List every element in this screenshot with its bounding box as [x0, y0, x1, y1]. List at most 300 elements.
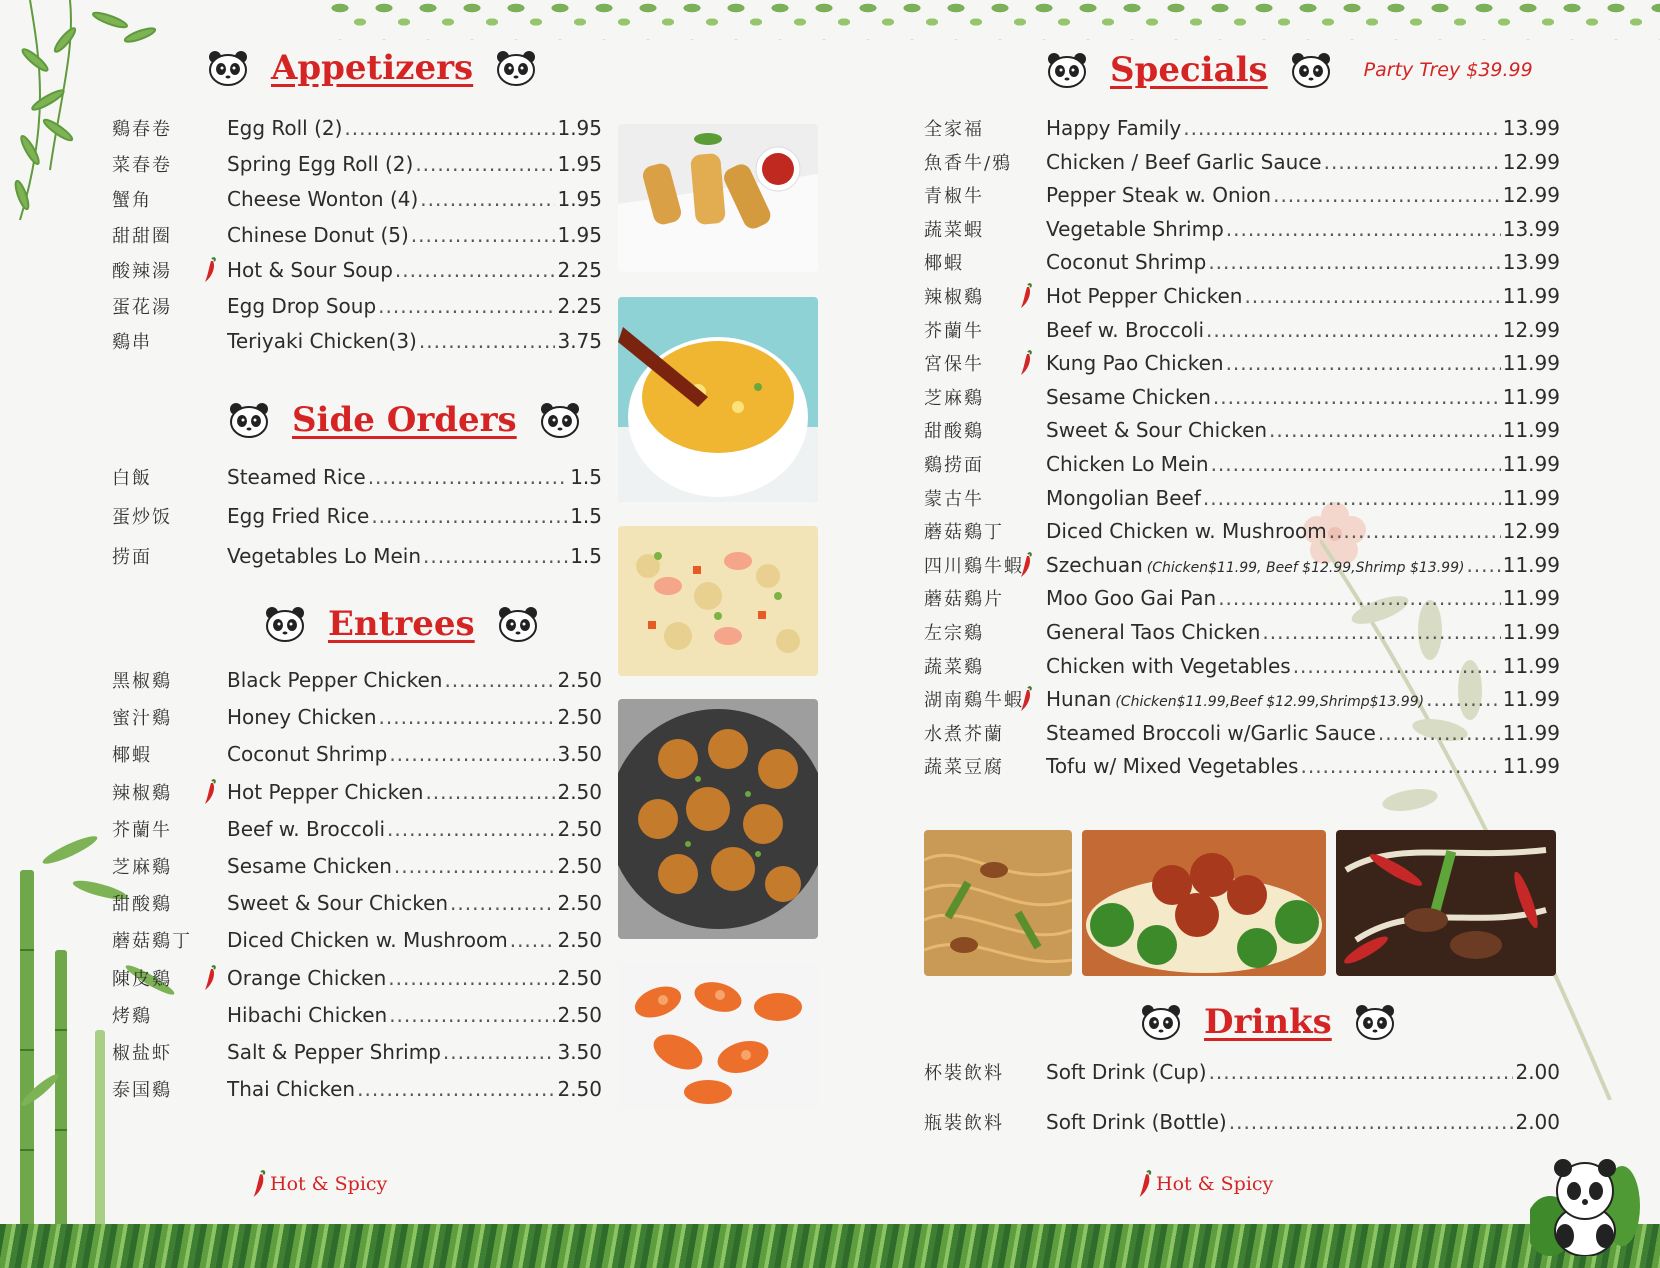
dot-leader	[395, 258, 556, 282]
item-price: 3.75	[557, 329, 602, 353]
menu-item-row	[112, 702, 602, 732]
chili-pepper-icon	[1020, 686, 1032, 712]
dot-leader	[388, 966, 555, 990]
menu-item	[1046, 217, 1560, 241]
menu-item-row	[924, 113, 1560, 143]
item-name: Hot Pepper Chicken	[227, 779, 424, 804]
menu-item-row	[112, 326, 602, 356]
item-name: Egg Drop Soup	[227, 293, 377, 318]
menu-item	[1046, 687, 1560, 711]
drinks-heading	[1140, 1002, 1396, 1042]
menu-item-row	[924, 516, 1560, 546]
item-name: Sweet & Sour Chicken	[1046, 418, 1268, 443]
item-chinese-name: 青椒牛	[924, 186, 984, 208]
dot-leader	[420, 187, 555, 211]
item-price: 2.00	[1515, 1110, 1560, 1134]
menu-item-row	[924, 281, 1560, 311]
menu-item-row	[924, 583, 1560, 613]
menu-item	[1046, 385, 1560, 409]
menu-item-row	[924, 718, 1560, 748]
item-price: 12.99	[1502, 149, 1560, 174]
dot-leader	[1211, 452, 1501, 476]
item-chinese-name: 蔬菜豆腐	[924, 757, 1004, 779]
item-name: Sesame Chicken	[1046, 384, 1211, 409]
item-price: 13.99	[1502, 216, 1560, 241]
dot-leader	[423, 544, 568, 568]
chili-pepper-icon	[204, 257, 216, 283]
item-price: 11.99	[1502, 653, 1560, 678]
chili-pepper-icon	[204, 779, 216, 805]
menu-item-row	[112, 149, 602, 179]
menu-item	[227, 187, 602, 211]
menu-item	[1046, 754, 1560, 778]
item-chinese-name: 蔬菜蝦	[924, 219, 984, 241]
item-chinese-name: 蜜汁鷄	[112, 708, 172, 730]
menu-item-row	[112, 1074, 602, 1104]
item-price: 1.95	[557, 187, 602, 211]
menu-item-row	[112, 255, 602, 285]
side-orders-heading	[228, 400, 581, 440]
menu-item	[227, 1003, 602, 1027]
menu-item-row	[112, 113, 602, 143]
item-price: 12.99	[1502, 183, 1560, 208]
item-name: General Taos Chicken	[1046, 620, 1261, 644]
menu-item	[1046, 250, 1560, 274]
hot-spicy-legend-right	[1138, 1170, 1273, 1198]
panda-face-icon	[1354, 1004, 1396, 1040]
item-chinese-name: 蘑菇鷄丁	[112, 931, 192, 953]
top-leaves-decoration	[330, 0, 1660, 40]
item-chinese-name: 蔬菜鷄	[924, 656, 984, 678]
party-tray-note: Party Trey $39.99	[1363, 59, 1533, 81]
item-name: Spring Egg Roll (2)	[227, 151, 414, 176]
panda-face-icon	[1290, 52, 1332, 88]
item-name: Happy Family	[1046, 116, 1182, 140]
item-price: 2.50	[557, 668, 602, 692]
menu-item-row	[112, 220, 602, 250]
item-price: 1.5	[570, 465, 602, 489]
dot-leader	[510, 928, 556, 952]
item-price: 11.99	[1502, 351, 1560, 376]
dot-leader	[1226, 351, 1501, 375]
menu-item-row	[924, 382, 1560, 412]
panda-face-icon	[539, 402, 581, 438]
item-chinese-name: 烤鷄	[112, 1005, 152, 1027]
menu-item-row	[112, 888, 602, 918]
item-chinese-name: 鷄捞面	[924, 455, 984, 476]
menu-item	[1046, 284, 1560, 308]
salt-pepper-shrimp-photo	[618, 962, 818, 1108]
menu-item	[1046, 452, 1560, 476]
menu-item-row	[112, 665, 602, 695]
menu-item-row	[924, 315, 1560, 345]
item-chinese-name: 芥蘭牛	[112, 819, 172, 841]
item-price: 11.99	[1502, 754, 1560, 779]
item-name: Egg Fried Rice	[227, 504, 370, 528]
item-chinese-name: 鷄串	[112, 332, 152, 353]
item-name: Soft Drink (Bottle)	[1046, 1110, 1227, 1134]
item-chinese-name: 白飯	[112, 468, 152, 489]
dot-leader	[371, 504, 568, 528]
dot-leader	[1273, 183, 1501, 207]
item-price: 1.95	[557, 222, 602, 247]
item-name: Honey Chicken	[227, 705, 377, 730]
item-price: 11.99	[1502, 485, 1560, 510]
dot-leader	[444, 668, 555, 692]
item-name: Egg Roll (2)	[227, 116, 343, 140]
menu-item-row	[924, 449, 1560, 479]
item-chinese-name: 瓶裝飲料	[924, 1113, 1004, 1134]
panda-mascot-icon	[1530, 1136, 1640, 1256]
item-name: Vegetables Lo Mein	[227, 544, 422, 568]
item-chinese-name: 辣椒鷄	[112, 782, 172, 804]
dot-leader	[1324, 150, 1501, 174]
dot-leader	[1378, 721, 1501, 745]
item-price: 12.99	[1502, 317, 1560, 342]
dot-leader	[443, 1040, 556, 1064]
item-price: 13.99	[1502, 250, 1560, 275]
panda-face-icon	[1140, 1004, 1182, 1040]
dot-leader	[1262, 620, 1500, 644]
dot-leader	[1213, 385, 1501, 409]
item-price: 11.99	[1502, 552, 1560, 577]
menu-item-row	[924, 247, 1560, 277]
dot-leader	[378, 294, 555, 318]
item-price: 13.99	[1502, 116, 1560, 140]
chili-pepper-icon	[1020, 552, 1032, 578]
item-chinese-name: 椰蝦	[112, 745, 152, 767]
dot-leader	[379, 705, 556, 729]
dot-leader	[389, 742, 555, 766]
menu-item	[1046, 620, 1560, 644]
menu-item	[1046, 654, 1560, 678]
item-price: 2.50	[557, 816, 602, 841]
dot-leader	[1183, 116, 1501, 140]
legend-label: Hot & Spicy	[270, 1173, 388, 1195]
item-chinese-name: 蟹角	[112, 190, 152, 211]
dot-leader	[357, 1077, 555, 1101]
menu-item	[227, 504, 602, 528]
item-chinese-name: 蘑菇鷄丁	[924, 522, 1004, 544]
dot-leader	[1269, 418, 1501, 442]
item-price: 2.00	[1515, 1060, 1560, 1084]
item-price: 11.99	[1502, 418, 1560, 443]
item-name: Salt & Pepper Shrimp	[227, 1040, 441, 1064]
menu-item	[1046, 486, 1560, 510]
general-tso-chicken-photo	[1082, 830, 1326, 976]
menu-item	[227, 817, 602, 841]
menu-item	[1046, 116, 1560, 140]
item-name: Orange Chicken	[227, 965, 387, 990]
item-price: 2.50	[557, 891, 602, 916]
item-price: 2.25	[557, 293, 602, 318]
menu-item	[227, 1040, 602, 1064]
item-price: 2.50	[557, 1002, 602, 1027]
item-chinese-name: 椰蝦	[924, 253, 964, 275]
item-name: Chicken / Beef Garlic Sauce	[1046, 149, 1322, 174]
egg-drop-soup-photo	[618, 297, 818, 502]
menu-item-row	[924, 214, 1560, 244]
menu-item	[227, 329, 602, 353]
menu-item	[227, 705, 602, 729]
chili-pepper-icon	[1020, 283, 1032, 309]
item-price: 2.50	[557, 928, 602, 953]
item-name: Hot & Sour Soup	[227, 258, 393, 282]
dot-leader	[344, 116, 555, 140]
menu-item-row	[924, 617, 1560, 647]
item-chinese-name: 捞面	[112, 547, 152, 568]
item-name: Sesame Chicken	[227, 854, 392, 878]
panda-face-icon	[495, 50, 537, 86]
egg-roll-photo	[618, 124, 818, 272]
item-chinese-name: 泰国鷄	[112, 1080, 172, 1102]
menu-item-row	[112, 1000, 602, 1030]
item-price-details: (Chicken$11.99, Beef $12.99,Shrimp $13.99)	[1146, 559, 1465, 576]
item-chinese-name: 菜春卷	[112, 154, 172, 176]
item-name: Diced Chicken w. Mushroom	[227, 928, 508, 953]
item-name: Beef w. Broccoli	[1046, 317, 1205, 342]
menu-item-row	[112, 184, 602, 214]
entrees-heading	[264, 604, 539, 644]
drinks-title: Drinks	[1204, 1002, 1332, 1042]
dot-leader	[450, 891, 555, 915]
item-price: 2.50	[557, 1077, 602, 1102]
menu-item	[227, 891, 602, 915]
menu-item-row	[112, 541, 602, 571]
item-name: Beef w. Broccoli	[227, 816, 386, 841]
appetizers-title: Appetizers	[271, 48, 474, 88]
menu-item	[1046, 318, 1560, 342]
menu-item-row	[924, 751, 1560, 781]
menu-item-row	[924, 651, 1560, 681]
item-chinese-name: 蘑菇鷄片	[924, 589, 1004, 611]
item-name: Steamed Rice	[227, 465, 366, 489]
dot-leader	[411, 223, 556, 247]
menu-item-row	[112, 814, 602, 844]
dot-leader	[1226, 217, 1501, 241]
menu-item	[227, 742, 602, 766]
legend-label: Hot & Spicy	[1156, 1173, 1274, 1195]
menu-item	[227, 544, 602, 568]
item-price: 11.99	[1502, 452, 1560, 476]
menu-item-row	[924, 550, 1560, 580]
menu-item	[1046, 1110, 1560, 1134]
item-chinese-name: 黑椒鷄	[112, 671, 172, 692]
dot-leader	[1206, 318, 1501, 342]
dot-leader	[387, 817, 555, 841]
panda-face-icon	[1046, 52, 1088, 88]
item-chinese-name: 芝麻鷄	[924, 387, 984, 409]
hot-spicy-legend-left	[252, 1170, 387, 1198]
item-chinese-name: 蛋花湯	[112, 296, 172, 318]
dot-leader	[1300, 754, 1500, 778]
item-price: 1.5	[570, 544, 602, 568]
item-price-details: (Chicken$11.99,Beef $12.99,Shrimp$13.99)	[1115, 694, 1425, 711]
panda-face-icon	[264, 606, 306, 642]
dot-leader	[1293, 654, 1501, 678]
dot-leader	[419, 329, 556, 353]
menu-item-row	[112, 925, 602, 955]
item-name: Hunan	[1046, 687, 1112, 712]
item-name: Coconut Shrimp	[1046, 250, 1207, 275]
menu-item-row	[924, 147, 1560, 177]
item-name: Tofu w/ Mixed Vegetables	[1046, 754, 1299, 779]
item-price: 11.99	[1502, 586, 1560, 611]
menu-item	[227, 465, 602, 489]
item-name: Chinese Donut (5)	[227, 222, 409, 247]
chili-pepper-icon	[1020, 350, 1032, 376]
dot-leader	[1426, 687, 1501, 711]
item-chinese-name: 宮保牛	[924, 354, 984, 376]
specials-heading	[1046, 50, 1533, 90]
item-chinese-name: 酸辣湯	[112, 261, 172, 282]
menu-item-row	[924, 415, 1560, 445]
item-chinese-name: 芝麻鷄	[112, 857, 172, 878]
dot-leader	[1229, 1110, 1514, 1134]
menu-item	[227, 966, 602, 990]
item-price: 11.99	[1502, 687, 1560, 712]
chili-pepper-icon	[252, 1170, 266, 1198]
item-name: Chicken with Vegetables	[1046, 653, 1291, 678]
menu-item	[227, 854, 602, 878]
item-price: 3.50	[557, 1040, 602, 1064]
grass-border	[0, 1224, 1660, 1268]
item-name: Mongolian Beef	[1046, 485, 1201, 510]
sesame-chicken-photo	[618, 699, 818, 939]
dot-leader	[1209, 1060, 1514, 1084]
lo-mein-photo	[924, 830, 1072, 976]
menu-item	[1046, 351, 1560, 375]
menu-item	[1046, 519, 1560, 543]
item-chinese-name: 魚香牛/鴉	[924, 152, 1013, 174]
item-chinese-name: 杯裝飲料	[924, 1063, 1004, 1084]
menu-item-row	[112, 462, 602, 492]
item-chinese-name: 左宗鷄	[924, 623, 984, 644]
menu-item-row	[112, 1037, 602, 1067]
item-chinese-name: 蒙古牛	[924, 488, 984, 510]
menu-item-row	[112, 851, 602, 881]
chili-pepper-icon	[1138, 1170, 1152, 1198]
item-name: Coconut Shrimp	[227, 742, 388, 767]
item-name: Vegetable Shrimp	[1046, 216, 1224, 241]
chili-pepper-icon	[204, 965, 216, 991]
item-chinese-name: 蛋炒饭	[112, 507, 172, 528]
panda-face-icon	[497, 606, 539, 642]
dot-leader	[1203, 486, 1501, 510]
side-orders-title: Side Orders	[292, 400, 517, 440]
appetizers-heading	[207, 48, 537, 88]
item-chinese-name: 辣椒鷄	[924, 287, 984, 308]
item-price: 11.99	[1502, 384, 1560, 409]
dot-leader	[1329, 519, 1501, 543]
fried-rice-photo	[618, 526, 818, 676]
item-name: Steamed Broccoli w/Garlic Sauce	[1046, 720, 1376, 745]
item-price: 11.99	[1502, 620, 1560, 644]
dot-leader	[415, 152, 555, 176]
menu-item-row	[924, 483, 1560, 513]
menu-item-row	[112, 739, 602, 769]
item-chinese-name: 芥蘭牛	[924, 320, 984, 342]
item-name: Kung Pao Chicken	[1046, 351, 1224, 376]
item-price: 1.95	[557, 151, 602, 176]
hunan-beef-photo	[1336, 830, 1556, 976]
dot-leader	[389, 1003, 555, 1027]
item-name: Teriyaki Chicken(3)	[227, 329, 417, 353]
dot-leader	[1466, 553, 1500, 577]
item-price: 1.95	[557, 116, 602, 140]
item-price: 2.50	[557, 854, 602, 878]
menu-item	[227, 116, 602, 140]
item-name: Pepper Steak w. Onion	[1046, 183, 1272, 208]
item-price: 1.5	[570, 504, 602, 528]
item-chinese-name: 陳皮鷄	[112, 968, 172, 990]
item-price: 3.50	[557, 742, 602, 767]
menu-item	[1046, 586, 1560, 610]
item-name: Black Pepper Chicken	[227, 668, 443, 692]
menu-item	[227, 780, 602, 804]
entrees-title: Entrees	[328, 604, 475, 644]
menu-item-row	[112, 291, 602, 321]
item-name: Thai Chicken	[227, 1077, 356, 1102]
item-name: Hot Pepper Chicken	[1046, 284, 1243, 308]
menu-item	[1046, 418, 1560, 442]
item-price: 2.50	[557, 705, 602, 730]
menu-item	[227, 258, 602, 282]
item-chinese-name: 椒盐虾	[112, 1043, 172, 1064]
menu-item	[1046, 150, 1560, 174]
dot-leader	[1208, 250, 1500, 274]
menu-item	[1046, 1060, 1560, 1084]
item-chinese-name: 甜酸鷄	[112, 894, 172, 916]
item-chinese-name: 水煮芥蘭	[924, 723, 1004, 745]
menu-item	[227, 1077, 602, 1101]
item-name: Chicken Lo Mein	[1046, 452, 1209, 476]
item-chinese-name: 全家福	[924, 119, 984, 140]
menu-item	[227, 668, 602, 692]
item-chinese-name: 甜酸鷄	[924, 421, 984, 443]
menu-item	[1046, 553, 1560, 577]
item-name: Hibachi Chicken	[227, 1002, 388, 1027]
menu-item-row	[924, 684, 1560, 714]
dot-leader	[368, 465, 568, 489]
item-chinese-name: 湖南鷄牛蝦	[924, 690, 1024, 712]
dot-leader	[1244, 284, 1500, 308]
menu-item-row	[112, 777, 602, 807]
menu-item	[227, 294, 602, 318]
item-price: 11.99	[1502, 284, 1560, 308]
dot-leader	[425, 780, 555, 804]
item-price: 2.25	[557, 258, 602, 282]
item-price: 2.50	[557, 965, 602, 990]
menu-item-row	[924, 1107, 1560, 1137]
item-chinese-name: 鷄春卷	[112, 119, 172, 140]
item-name: Szechuan	[1046, 552, 1143, 577]
item-name: Cheese Wonton (4)	[227, 187, 419, 211]
menu-item	[227, 223, 602, 247]
panda-face-icon	[207, 50, 249, 86]
menu-item	[227, 928, 602, 952]
menu-item-row	[924, 180, 1560, 210]
menu-item-row	[112, 501, 602, 531]
menu-item-row	[112, 963, 602, 993]
dot-leader	[394, 854, 556, 878]
item-chinese-name: 四川鷄牛蝦	[924, 555, 1024, 577]
menu-item-row	[924, 348, 1560, 378]
item-name: Diced Chicken w. Mushroom	[1046, 519, 1327, 544]
dot-leader	[1218, 586, 1501, 610]
item-name: Sweet & Sour Chicken	[227, 891, 449, 916]
menu-item	[227, 152, 602, 176]
